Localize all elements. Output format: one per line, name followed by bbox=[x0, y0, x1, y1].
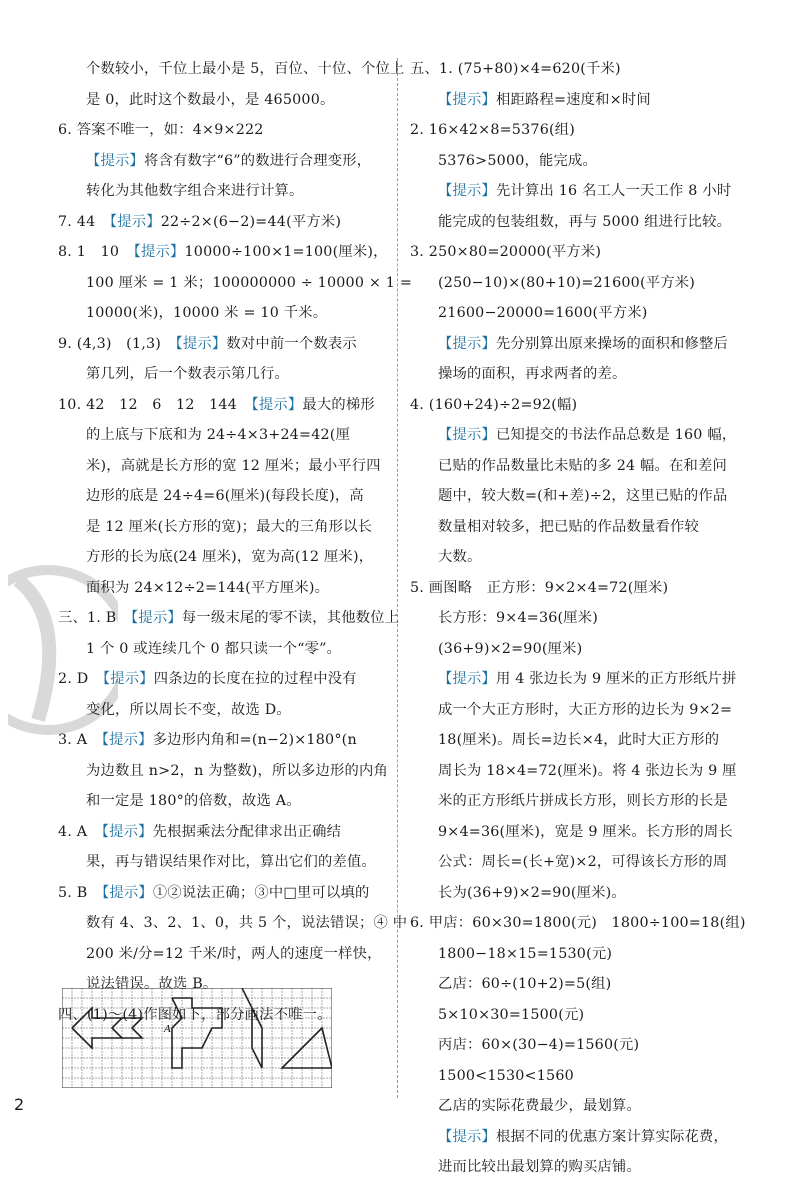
text-line: 变化，所以周长不变，故选 D。 bbox=[86, 701, 291, 718]
text-line: 个数较小，千位上最小是 5，百位、十位、个位上 bbox=[86, 61, 405, 77]
text-line: 21600−20000=1600(平方米) bbox=[438, 305, 648, 321]
text-line: 题中，较大数=(和+差)÷2，这里已贴的作品 bbox=[438, 488, 728, 504]
text-line: 米)，高就是长方形的宽 12 厘米；最小平行四 bbox=[86, 457, 381, 474]
column-divider bbox=[397, 58, 398, 1098]
text-line: 第几列，后一个数表示第几行。 bbox=[86, 366, 289, 382]
text-line: 是 12 厘米(长方形的宽)；最大的三角形以长 bbox=[86, 518, 373, 535]
text-line: 能完成的包装组数，再与 5000 组进行比较。 bbox=[438, 213, 732, 230]
grid-drawing bbox=[62, 988, 332, 1088]
text-line: 9×4=36(厘米)，宽是 9 厘米。长方形的周长 bbox=[438, 823, 733, 840]
text-line: 边形的底是 24÷4=6(厘米)(每段长度)，高 bbox=[86, 488, 364, 504]
text-line: 周长为 18×4=72(厘米)。将 4 张边长为 9 厘 bbox=[438, 762, 737, 779]
text-line: 四、(1)～(4)作图如下，部分画法不唯一。 bbox=[58, 1006, 332, 1023]
hint-label: 【提示】 bbox=[130, 610, 182, 626]
hint-label: 【提示】 bbox=[101, 732, 153, 748]
text-line: 10000(米)，10000 米 = 10 千米。 bbox=[86, 305, 328, 321]
text-line: 1800−18×15=1530(元) bbox=[438, 945, 613, 962]
text-line: 长为(36+9)×2=90(厘米)。 bbox=[438, 884, 626, 901]
drawing-figure bbox=[62, 988, 332, 1092]
hint-label: 【提示】 bbox=[86, 152, 144, 169]
hint-label: 【提示】 bbox=[102, 884, 153, 901]
text-line: 公式：周长=(长+宽)×2，可得该长方形的周 bbox=[438, 854, 728, 870]
text-line: 方形的长为底(24 厘米)，宽为高(12 厘米)， bbox=[86, 549, 374, 565]
text-line: 的上底与下底和为 24÷4×3+24=42(厘 bbox=[86, 427, 351, 443]
shape-a bbox=[172, 998, 222, 1068]
hint-label: 【提示】 bbox=[102, 671, 154, 687]
text-line: 9. (4,3) (1,3) 【提示】数对中前一个数表示 bbox=[58, 335, 357, 352]
text-line: 转化为其他数字组合来进行计算。 bbox=[86, 183, 304, 199]
text-line: 6. 甲店：60×30=1800(元) 1800÷100=18(组) bbox=[410, 915, 746, 931]
hint-label: 【提示】 bbox=[251, 396, 303, 413]
text-line: 【提示】将含有数字“6”的数进行合理变形， bbox=[86, 152, 372, 169]
text-line: 操场的面积，再求两者的差。 bbox=[438, 366, 627, 382]
text-line: 10. 42 12 6 12 144 【提示】最大的梯形 bbox=[58, 396, 375, 413]
page-number: 2 bbox=[14, 1095, 25, 1114]
text-line: 2. 16×42×8=5376(组) bbox=[410, 122, 576, 138]
text-line: (36+9)×2=90(厘米) bbox=[438, 640, 583, 657]
text-line: 【提示】已知提交的书法作品总数是 160 幅， bbox=[438, 427, 737, 443]
text-line: (250−10)×(80+10)=21600(平方米) bbox=[438, 274, 696, 291]
text-line: 丙店：60×(30−4)=1560(元) bbox=[438, 1037, 640, 1053]
text-line: 【提示】根据不同的优惠方案计算实际花费， bbox=[438, 1128, 728, 1145]
text-line: 1 个 0 或连续几个 0 都只读一个“零”。 bbox=[86, 640, 342, 657]
text-line: 【提示】用 4 张边长为 9 厘米的正方形纸片拼 bbox=[438, 671, 737, 687]
text-line: 3. 250×80=20000(平方米) bbox=[410, 244, 602, 260]
hint-label: 【提示】 bbox=[438, 183, 496, 199]
text-line: 和一定是 180°的倍数，故选 A。 bbox=[86, 793, 301, 809]
text-line: 200 米/分=12 千米/时，两人的速度一样快， bbox=[86, 945, 382, 962]
text-line: 已贴的作品数量比未贴的多 24 幅。在和差问 bbox=[438, 457, 728, 474]
text-line: 5. B 【提示】①②说法正确；③中□里可以填的 bbox=[58, 884, 370, 901]
hint-label: 【提示】 bbox=[438, 427, 496, 443]
text-line: 数量相对较多，把已贴的作品数量看作较 bbox=[438, 518, 699, 535]
text-line: 长方形：9×4=36(厘米) bbox=[438, 610, 599, 626]
left-column bbox=[58, 54, 413, 1030]
text-line: 【提示】相距路程=速度和×时间 bbox=[438, 91, 651, 108]
text-line: 进而比较出最划算的购买店铺。 bbox=[438, 1159, 641, 1175]
text-line: 说法错误。故选 B。 bbox=[86, 976, 218, 992]
hint-label: 【提示】 bbox=[438, 1128, 496, 1145]
text-line: 6. 答案不唯一，如：4×9×222 bbox=[58, 122, 264, 138]
text-line: 100 厘米 = 1 米；100000000 ÷ 10000 × 1 = bbox=[86, 274, 413, 291]
text-line: 8. 1 10 【提示】10000÷100×1=100(厘米)， bbox=[58, 244, 388, 260]
text-line: 4. A 【提示】先根据乘法分配律求出正确结 bbox=[58, 823, 342, 840]
text-line: 5376>5000，能完成。 bbox=[438, 152, 598, 169]
hint-label: 【提示】 bbox=[438, 91, 496, 108]
text-line: 18(厘米)。周长=边长×4，此时大正方形的 bbox=[438, 732, 720, 748]
text-line: 2. D 【提示】四条边的长度在拉的过程中没有 bbox=[58, 671, 357, 687]
label-a: A bbox=[164, 1023, 171, 1035]
text-line: 【提示】先计算出 16 名工人一天工作 8 小时 bbox=[438, 183, 732, 199]
hint-label: 【提示】 bbox=[133, 244, 185, 260]
right-column bbox=[410, 54, 760, 1183]
text-line: 3. A 【提示】多边形内角和=(n−2)×180°(n bbox=[58, 732, 357, 748]
text-line: 三、1. B 【提示】每一级末尾的零不读，其他数位上 bbox=[58, 610, 400, 626]
hint-label: 【提示】 bbox=[101, 823, 153, 840]
text-line: 大数。 bbox=[438, 549, 482, 565]
hint-label: 【提示】 bbox=[109, 213, 161, 230]
text-line: 五、1. (75+80)×4=620(千米) bbox=[410, 61, 621, 77]
text-line: 数有 4、3、2、1、0，共 5 个，说法错误；④ 中 bbox=[86, 915, 408, 931]
text-line: 成一个大正方形时，大正方形的边长为 9×2= bbox=[438, 701, 733, 718]
text-line: 4. (160+24)÷2=92(幅) bbox=[410, 396, 578, 413]
hint-label: 【提示】 bbox=[175, 335, 227, 352]
text-line: 果，再与错误结果作对比，算出它们的差值。 bbox=[86, 854, 376, 870]
text-line: 乙店的实际花费最少，最划算。 bbox=[438, 1098, 641, 1114]
hint-label: 【提示】 bbox=[438, 335, 496, 352]
hint-label: 【提示】 bbox=[438, 671, 496, 687]
text-line: 7. 44 【提示】22÷2×(6−2)=44(平方米) bbox=[58, 213, 342, 230]
text-line: 乙店：60÷(10+2)=5(组) bbox=[438, 976, 612, 992]
text-line: 是 0，此时这个数最小，是 465000。 bbox=[86, 91, 335, 108]
text-line: 为边数且 n>2，n 为整数)，所以多边形的内角 bbox=[86, 762, 389, 779]
text-line: 【提示】先分别算出原来操场的面积和修整后 bbox=[438, 335, 728, 352]
text-line: 面积为 24×12÷2=144(平方厘米)。 bbox=[86, 579, 330, 596]
text-line: 5×10×30=1500(元) bbox=[438, 1006, 585, 1023]
text-line: 1500<1530<1560 bbox=[438, 1067, 574, 1084]
text-line: 米的正方形纸片拼成长方形，则长方形的长是 bbox=[438, 793, 728, 809]
text-line: 5. 画图略 正方形：9×2×4=72(厘米) bbox=[410, 579, 669, 596]
